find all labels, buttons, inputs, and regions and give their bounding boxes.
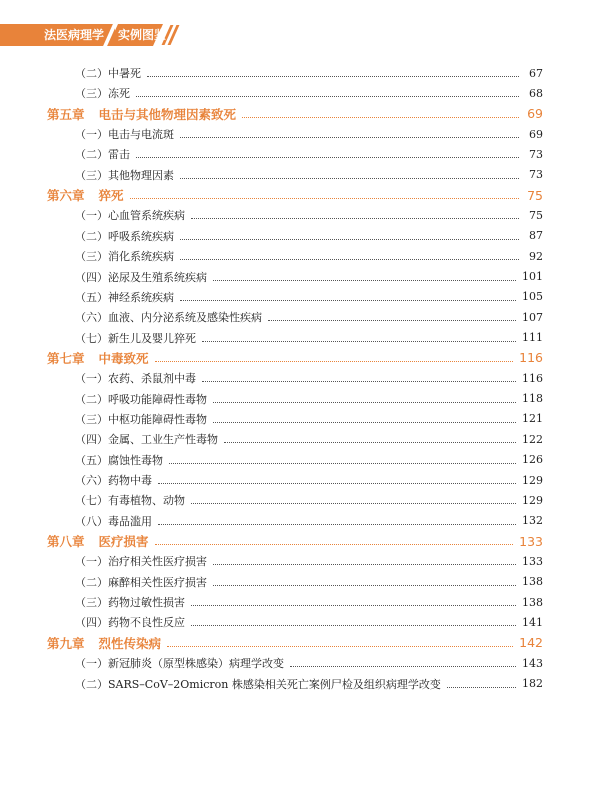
page-number: 75: [527, 187, 543, 203]
page-number: 73: [529, 168, 543, 182]
page-number: 121: [522, 412, 543, 426]
toc-item-row: [47, 429, 543, 449]
toc-chapter-row: [47, 104, 543, 124]
toc-item-label: （三）冻死: [75, 87, 130, 101]
toc-item-label: （二）SARS–CoV–2Omicron 株感染相关死亡案例尸检及组织病理学改变: [75, 677, 441, 691]
toc-item-label: （二）呼吸功能障碍性毒物: [75, 392, 207, 406]
toc-item-label: （二）麻醉相关性医疗损害: [75, 575, 207, 589]
page-number: 92: [529, 249, 543, 263]
toc-item-row: [47, 674, 543, 694]
page-number: 122: [522, 432, 543, 446]
page-number: 182: [522, 677, 543, 690]
dot-leader: [213, 401, 516, 403]
toc-chapter-row: [47, 348, 543, 368]
chapter-title: 烈性传染病: [98, 635, 162, 651]
chapter-number: 第七章: [47, 350, 85, 366]
page-number: 67: [529, 66, 543, 80]
dot-leader: [180, 258, 519, 260]
dot-leader: [447, 686, 516, 688]
toc-item-row: [47, 83, 543, 103]
dot-leader: [136, 156, 519, 158]
page-number: 69: [529, 127, 543, 141]
dot-leader: [213, 279, 516, 281]
toc-item-row: [47, 205, 543, 225]
toc-item-label: （三）其他物理因素: [75, 168, 174, 182]
page-number: 129: [522, 493, 543, 507]
toc-item-label: （一）农药、杀鼠剂中毒: [75, 372, 196, 386]
page-number: 142: [519, 635, 543, 651]
toc-item-label: （三）药物过敏性损害: [75, 596, 185, 610]
dot-leader: [290, 665, 516, 667]
dot-leader: [202, 380, 516, 382]
toc-item-row: [47, 592, 543, 612]
book-subtitle: 实例图鉴: [118, 28, 167, 42]
page-number: 132: [522, 514, 543, 528]
dot-leader: [180, 299, 516, 301]
page-number: 107: [522, 310, 543, 324]
toc-item-label: （七）有毒植物、动物: [75, 494, 185, 508]
toc-item-row: [47, 450, 543, 470]
toc-item-label: （七）新生儿及婴儿猝死: [75, 331, 196, 345]
toc-item-row: [47, 612, 543, 632]
dot-leader: [136, 95, 519, 97]
dot-leader: [155, 360, 514, 362]
dot-leader: [167, 645, 513, 647]
dot-leader: [213, 421, 516, 423]
dot-leader: [180, 136, 519, 138]
toc-item-row: [47, 389, 543, 409]
page-number: 105: [522, 290, 543, 304]
dot-leader: [180, 238, 519, 240]
dot-leader: [147, 75, 519, 77]
page-number: 129: [522, 473, 543, 487]
chapter-number: 第九章: [47, 635, 85, 651]
page-number: 141: [522, 615, 543, 629]
dot-leader: [155, 543, 514, 545]
book-title: 法医病理学: [44, 28, 105, 42]
toc-item-label: （一）心血管系统疾病: [75, 209, 185, 223]
dot-leader: [191, 624, 516, 626]
toc-item-row: [47, 653, 543, 673]
toc-item-label: （四）泌尿及生殖系统疾病: [75, 270, 207, 284]
toc-item-label: （五）腐蚀性毒物: [75, 453, 163, 467]
toc-item-row: [47, 470, 543, 490]
toc-item-label: （三）消化系统疾病: [75, 250, 174, 264]
toc-item-row: [47, 572, 543, 592]
dot-leader: [180, 177, 519, 179]
page-number: 138: [522, 575, 543, 589]
toc-item-row: [47, 144, 543, 164]
page-number: 138: [522, 595, 543, 609]
toc-item-label: （一）电击与电流斑: [75, 128, 174, 142]
dot-leader: [268, 319, 516, 321]
toc-item-label: （二）呼吸系统疾病: [75, 229, 174, 243]
page-number: 68: [529, 86, 543, 100]
chapter-title: 猝死: [98, 188, 124, 204]
toc-item-row: [47, 511, 543, 531]
dot-leader: [213, 584, 516, 586]
page-number: 133: [519, 533, 543, 549]
toc-item-row: [47, 246, 543, 266]
toc-item-label: （一）新冠肺炎（原型株感染）病理学改变: [75, 657, 284, 671]
page-number: 87: [529, 229, 543, 243]
toc-item-row: [47, 490, 543, 510]
chapter-title: 中毒致死: [98, 350, 149, 366]
page-number: 111: [522, 331, 543, 345]
page-number: 126: [522, 453, 543, 467]
dot-leader: [191, 604, 516, 606]
page-number: 101: [522, 270, 543, 283]
toc-item-row: [47, 287, 543, 307]
toc-item-row: [47, 267, 543, 287]
dot-leader: [169, 462, 516, 464]
toc-item-row: [47, 328, 543, 348]
dot-leader: [158, 523, 516, 525]
toc-item-label: （四）金属、工业生产性毒物: [75, 433, 218, 447]
chapter-number: 第五章: [47, 106, 85, 122]
chapter-title: 电击与其他物理因素致死: [98, 106, 237, 122]
toc-item-label: （八）毒品滥用: [75, 514, 152, 528]
chapter-number: 第六章: [47, 188, 85, 204]
toc-chapter-row: [47, 531, 543, 551]
dot-leader: [130, 197, 519, 199]
chapter-title: 医疗损害: [98, 534, 149, 550]
toc-item-row: [47, 226, 543, 246]
toc-item-row: [47, 124, 543, 144]
toc-item-label: （一）治疗相关性医疗损害: [75, 555, 207, 569]
dot-leader: [191, 217, 519, 219]
dot-leader: [158, 482, 516, 484]
chapter-number: 第八章: [47, 534, 85, 550]
page-number: 69: [527, 106, 543, 122]
toc-item-label: （四）药物不良性反应: [75, 616, 185, 630]
page-number: 143: [522, 656, 543, 670]
toc-item-label: （二）中暑死: [75, 67, 141, 80]
page-number: 133: [522, 554, 543, 568]
page-number: 118: [522, 392, 543, 406]
page-number: 73: [529, 147, 543, 161]
toc-item-row: [47, 368, 543, 388]
toc-item-label: （五）神经系统疾病: [75, 290, 174, 304]
toc-item-row: [47, 307, 543, 327]
toc-chapter-row: [47, 633, 543, 653]
dot-leader: [191, 502, 516, 504]
toc-item-row: [47, 63, 543, 83]
page-number: 116: [519, 350, 543, 366]
page-number: 116: [522, 371, 543, 385]
toc-item-label: （三）中枢功能障碍性毒物: [75, 412, 207, 426]
page-number: 75: [529, 208, 543, 222]
dot-leader: [213, 563, 516, 565]
toc-chapter-row: [47, 185, 543, 205]
toc-item-row: [47, 551, 543, 571]
toc-item-row: [47, 409, 543, 429]
dot-leader: [202, 340, 516, 342]
toc-item-label: （二）雷击: [75, 148, 130, 162]
toc-item-label: （六）药物中毒: [75, 474, 152, 487]
dot-leader: [224, 441, 516, 443]
toc-item-row: [47, 165, 543, 185]
dot-leader: [242, 116, 519, 118]
toc-item-label: （六）血液、内分泌系统及感染性疾病: [75, 311, 262, 325]
